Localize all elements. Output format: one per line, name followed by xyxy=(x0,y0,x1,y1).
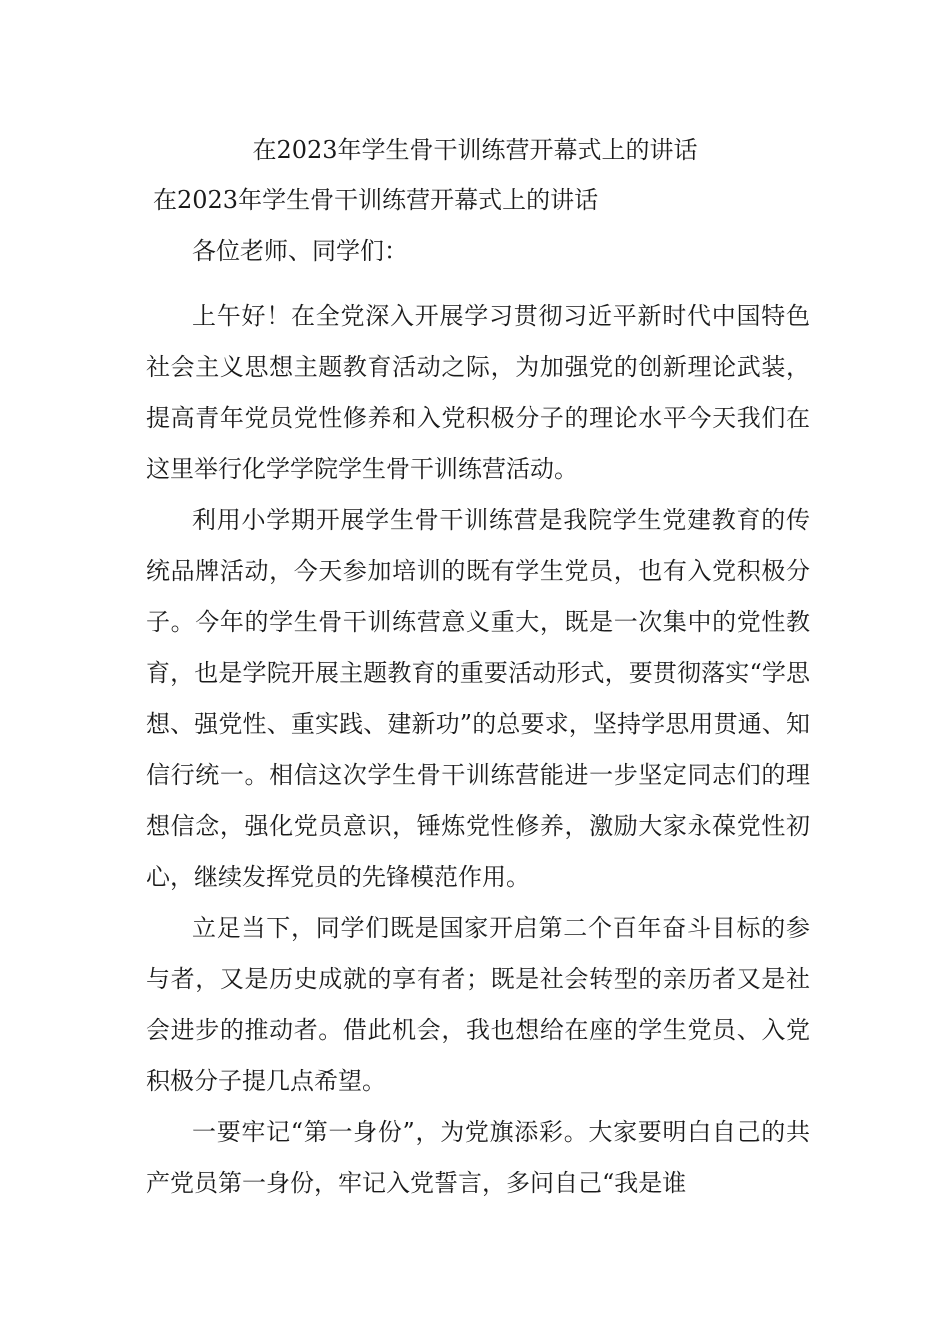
document-subtitle: 在2023年学生骨干训练营开幕式上的讲话 xyxy=(153,186,599,214)
paragraph-training-camp: 利用小学期开展学生骨干训练营是我院学生党建教育的传统品牌活动，今天参加培训的既有学生党员，也有入党积极分子。今年的学生骨干训练营意义重大，既是一次集中的党性教育，也是学院开展主题教育的重要活动形式，要贯彻落实“学思想、强党性、重实践、建新功”的总要求，坚持学思用贯通、知信行统一。相信这次学生骨干训练营能进一步坚定同志们的理想信念，强化党员意识，锤炼党性修养，激励大家永葆党性初心，继续发挥党员的先锋模范作用。 xyxy=(146,506,810,891)
paragraph-greeting: 上午好！在全党深入开展学习贯彻习近平新时代中国特色社会主义思想主题教育活动之际，为加强党的创新理论武装，提高青年党员党性修养和入党积极分子的理论水平今天我们在这里举行化学学院学生骨干训练营活动。 xyxy=(146,302,810,483)
paragraph-hopes: 立足当下，同学们既是国家开启第二个百年奋斗目标的参与者，又是历史成就的享有者；既是社会转型的亲历者又是社会进步的推动者。借此机会，我也想给在座的学生党员、入党积极分子提几点希望。 xyxy=(146,914,810,1095)
document-title: 在2023年学生骨干训练营开幕式上的讲话 xyxy=(252,136,698,164)
document-body xyxy=(146,226,810,1209)
salutation: 各位老师、同学们： xyxy=(192,237,408,265)
paragraph-first-identity: 一要牢记“第一身份”，为党旗添彩。大家要明白自己的共产党员第一身份，牢记入党誓言，多问自己“我是谁 xyxy=(146,1118,810,1197)
